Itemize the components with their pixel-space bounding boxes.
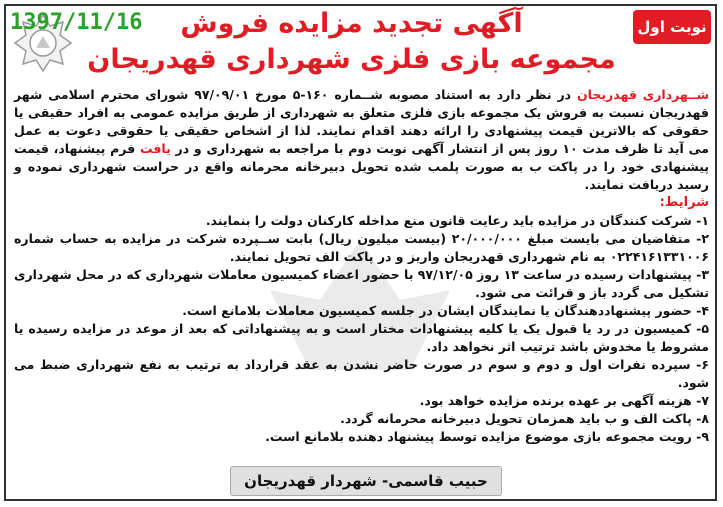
condition-item: ۷- هزینه آگهی بر عهده برنده مزایده خواهد بود. [419, 393, 709, 408]
intro-text-continued: فرم پیشنهاد، قیمت پیشنهادی خود را در پاکت ب به صورت پلمب شده تحویل دبیرخانه محرمانه واقع در حراست شهرداری نموده و رسید دریافت نمایند. [14, 141, 709, 192]
conditions-list [14, 212, 709, 446]
condition-item: ۶- سپرده نفرات اول و دوم و سوم در صورت حاضر نشدن به عقد قرارداد به ترتیب به نفع شهرداری ضبط می شود. [14, 357, 709, 390]
condition-item: ۲- متقاضیان می بایست مبلغ ۲۰/۰۰۰/۰۰۰ (بیست میلیون ریال) بابت ســپرده شرکت در مزایده به حساب شماره ۰۲۲۴۱۶۱۳۳۱۰۰۶ به نام شهرداری قهدریجان واریز و در پاکت الف تحویل نمایند. [14, 231, 709, 264]
signature-box: حبیب قاسمی- شهردار قهدریجان [230, 466, 502, 496]
intro-text: در نظر دارد به استناد مصوبه شــماره ۱۶۰-۵ مورخ ۹۷/۰۹/۰۱ شورای محترم اسلامی شهر قهدریجان نسبت به فروش یک مجموعه بازی فلزی متعلق به شهرداری از طریق مزایده عمومی به افراد حقیقی یا حقوقی که بالاترین قیمت پیشنهادی را ارائه دهند اقدام نمایند. لذا از اشخاص حقیقی یا حقوقی دعوت به عمل می آید تا ظرف مدت ۱۰ روز پس از انتشار آگهی نوبت دوم با مراجعه به شهرداری و در [14, 87, 709, 156]
intro-paragraph [14, 86, 709, 194]
intro-organization: شــهرداری قهدریجان [576, 87, 709, 102]
condition-item: ۳- پیشنهادات رسیده در ساعت ۱۳ روز ۹۷/۱۲/۰۵ با حضور اعضاء کمیسیون معاملات شهرداری که در محل شهرداری تشکیل می گردد باز و قرائت می شود. [14, 267, 709, 300]
condition-item: ۸- پاکت الف و ب باید همزمان تحویل دبیرخانه محرمانه گردد. [340, 411, 709, 426]
intro-highlight: یافت [140, 141, 171, 156]
conditions-heading: شرایط: [659, 195, 709, 210]
condition-item: ۹- رویت مجموعه بازی موضوع مزایده توسط پیشنهاد دهنده بلامانع است. [265, 429, 709, 444]
notice-subtitle: مجموعه بازی فلزی شهرداری قهدریجان [87, 44, 616, 75]
condition-item: ۱- شرکت کنندگان در مزایده باید رعایت قانون منع مداخله کارکنان دولت را بنمایند. [205, 213, 709, 228]
condition-item: ۵- کمیسیون در رد یا قبول یک یا کلیه پیشنهادات مختار است و به پیشنهاداتی که بعد از موعد در مزایده رسیده یا مشروط یا مخدوش باشد ترتیب اثر نخواهد داد. [14, 321, 709, 354]
notice-body [14, 86, 709, 446]
edition-badge: نوبت اول [633, 10, 711, 44]
date-stamp: 1397/11/16 [10, 10, 143, 35]
condition-item: ۴- حضور پیشنهاددهندگان یا نمایندگان ایشان در جلسه کمیسیون معاملات بلامانع است. [182, 303, 709, 318]
notice-title: آگهی تجدید مزایده فروش [180, 8, 523, 39]
